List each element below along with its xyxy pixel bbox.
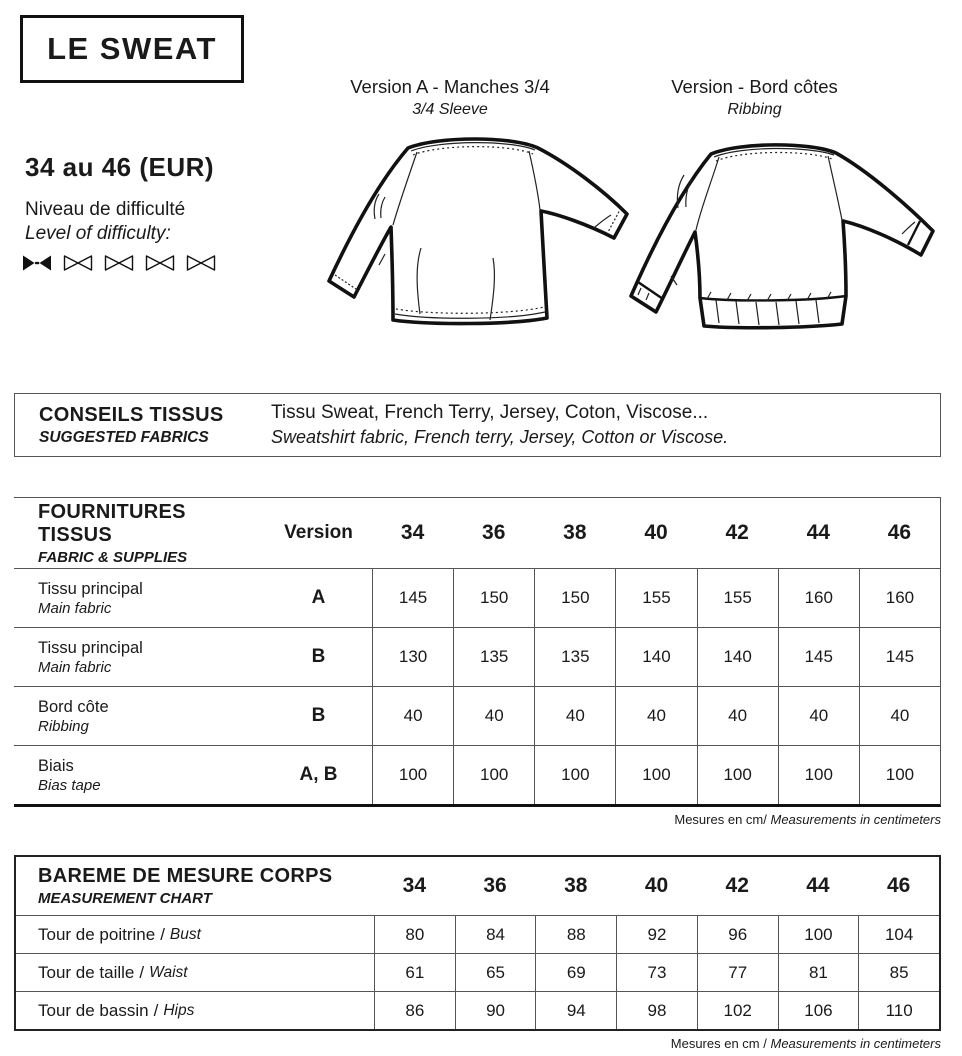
supplies-value: 155 [615,568,696,627]
supplies-value: 40 [778,686,859,745]
supplies-row-label [14,686,265,745]
supplies-size-header: 34 [400,521,425,544]
supplies-value: 40 [859,686,940,745]
supplies-value: 100 [372,745,453,804]
supplies-table [14,497,941,807]
measurement-table-title [16,857,374,915]
measurement-value: 110 [858,991,939,1029]
measurement-size-header: 42 [725,874,749,897]
measurement-table-title-fr: BAREME DE MESURE CORPS [38,865,333,887]
supplies-value: 40 [534,686,615,745]
supplies-size-header: 44 [806,521,830,544]
caption-version-a-fr: Version A - Manches 3/4 [350,76,550,97]
supplies-row-label [14,745,265,804]
measurement-value: 104 [858,915,939,953]
row-label-fr: Tissu principal [38,579,143,598]
supplies-value: 100 [534,745,615,804]
row-label-en: Hips [163,1001,195,1019]
supplies-row-version: B [265,627,372,686]
sweater-illustration-version-b [616,128,956,346]
measurement-row-label [16,953,374,991]
supplies-units-note [674,812,941,827]
supplies-value: 145 [859,627,940,686]
bowtie-icon [186,254,216,272]
difficulty-bow [145,254,175,272]
supplies-row-label [14,627,265,686]
row-label-en: Main fabric [38,658,112,676]
measurement-value: 102 [697,991,778,1029]
measurement-size-header: 38 [564,874,588,897]
supplies-size-header: 46 [887,521,912,544]
fabrics-label [15,404,261,447]
supplies-value: 135 [453,627,534,686]
supplies-value: 135 [534,627,615,686]
slash-separator: / [153,1000,159,1020]
measurement-table [14,855,941,1031]
caption-version-a-en: 3/4 Sleeve [412,101,488,118]
row-label-fr: Biais [38,756,74,775]
units-note-en: Measurements in centimeters [770,812,941,827]
supplies-table-title-en: FABRIC & SUPPLIES [38,548,188,566]
supplies-table-title-fr: FOURNITURES TISSUS [38,500,186,546]
measurement-value: 84 [455,915,536,953]
measurement-value: 85 [858,953,939,991]
bowtie-icon [63,254,93,272]
measurement-value: 92 [616,915,697,953]
measurement-size-header: 46 [886,874,911,897]
measurement-value: 65 [455,953,536,991]
supplies-value: 40 [697,686,778,745]
measurement-size-header: 34 [402,874,427,897]
supplies-value: 100 [615,745,696,804]
measurement-row-label [16,915,374,953]
row-label-en: Waist [149,963,188,981]
supplies-value: 160 [778,568,859,627]
row-label-fr: Tour de taille [38,962,135,982]
difficulty-bow [22,254,52,272]
bowtie-icon [104,254,134,272]
supplies-value: 100 [859,745,940,804]
supplies-value: 40 [372,686,453,745]
page-title: LE SWEAT [47,31,217,66]
measurement-table-title-en: MEASUREMENT CHART [38,890,212,907]
supplies-value: 140 [697,627,778,686]
supplies-value: 150 [453,568,534,627]
bowtie-icon [145,254,175,272]
row-label-fr: Bord côte [38,697,109,716]
measurement-size-header: 40 [644,874,669,897]
measurement-value: 106 [778,991,859,1029]
supplies-value: 100 [697,745,778,804]
slash-separator: / [160,924,165,944]
measurement-value: 86 [374,991,455,1029]
measurement-value: 69 [535,953,616,991]
measurement-size-header: 44 [806,874,830,897]
measurement-size-header: 36 [483,874,507,897]
supplies-size-header: 38 [563,521,587,544]
row-label-en: Ribbing [38,717,89,735]
supplies-value: 100 [778,745,859,804]
units-note-fr: Mesures en cm / [670,1036,767,1051]
size-range: 34 au 46 (EUR) [25,152,215,182]
row-label-en: Main fabric [38,599,112,617]
row-label-en: Bias tape [38,776,101,794]
measurement-value: 77 [697,953,778,991]
fabrics-text [261,402,940,448]
units-note-fr: Mesures en cm/ [674,812,767,827]
supplies-row-label [14,568,265,627]
supplies-table-title [14,498,265,568]
row-label-fr: Tissu principal [38,638,143,657]
row-label-en: Bust [169,925,201,943]
supplies-value: 145 [778,627,859,686]
fabrics-section [14,393,941,457]
supplies-row-version: B [265,686,372,745]
bowtie-icon [22,254,52,272]
fabrics-label-fr: CONSEILS TISSUS [39,403,224,426]
supplies-value: 160 [859,568,940,627]
supplies-size-header: 40 [644,521,668,544]
fabrics-text-fr: Tissu Sweat, French Terry, Jersey, Coton, Viscose... [271,402,709,423]
caption-version-b [612,76,897,119]
supplies-value: 40 [453,686,534,745]
difficulty-bow [63,254,93,272]
supplies-value: 40 [615,686,696,745]
fabrics-label-en: SUGGESTED FABRICS [39,428,209,446]
caption-version-a [310,76,590,119]
supplies-row-version: A [265,568,372,627]
measurement-value: 73 [616,953,697,991]
measurement-value: 88 [535,915,616,953]
supplies-value: 145 [372,568,453,627]
sweater-illustration-version-a [305,124,650,342]
difficulty-label-en: Level of difficulty: [25,223,171,244]
supplies-version-header: Version [284,522,353,543]
slash-separator: / [139,962,145,982]
caption-version-b-fr: Version - Bord côtes [671,76,838,97]
measurement-value: 61 [374,953,455,991]
difficulty-bow [104,254,134,272]
row-label-fr: Tour de poitrine [38,924,156,944]
measurement-value: 90 [455,991,536,1029]
measurement-value: 98 [616,991,697,1029]
supplies-value: 155 [697,568,778,627]
supplies-value: 100 [453,745,534,804]
measurement-value: 94 [535,991,616,1029]
measurement-value: 81 [778,953,859,991]
difficulty-label-fr: Niveau de difficulté [25,199,186,220]
measurement-units-note [671,1036,941,1051]
title-box [20,15,244,83]
measurement-value: 96 [697,915,778,953]
units-note-en: Measurements in centimeters [770,1036,941,1051]
supplies-size-header: 36 [482,521,506,544]
caption-version-b-en: Ribbing [727,101,782,118]
difficulty-rating [22,254,216,272]
supplies-size-header: 42 [725,521,749,544]
supplies-row-version: A, B [265,745,372,804]
supplies-value: 140 [615,627,696,686]
measurement-row-label [16,991,374,1029]
supplies-value: 150 [534,568,615,627]
supplies-value: 130 [372,627,453,686]
row-label-fr: Tour de bassin [38,1000,149,1020]
fabrics-text-en: Sweatshirt fabric, French terry, Jersey, Cotton or Viscose. [271,427,729,447]
measurement-value: 100 [778,915,859,953]
measurement-value: 80 [374,915,455,953]
difficulty-bow [186,254,216,272]
